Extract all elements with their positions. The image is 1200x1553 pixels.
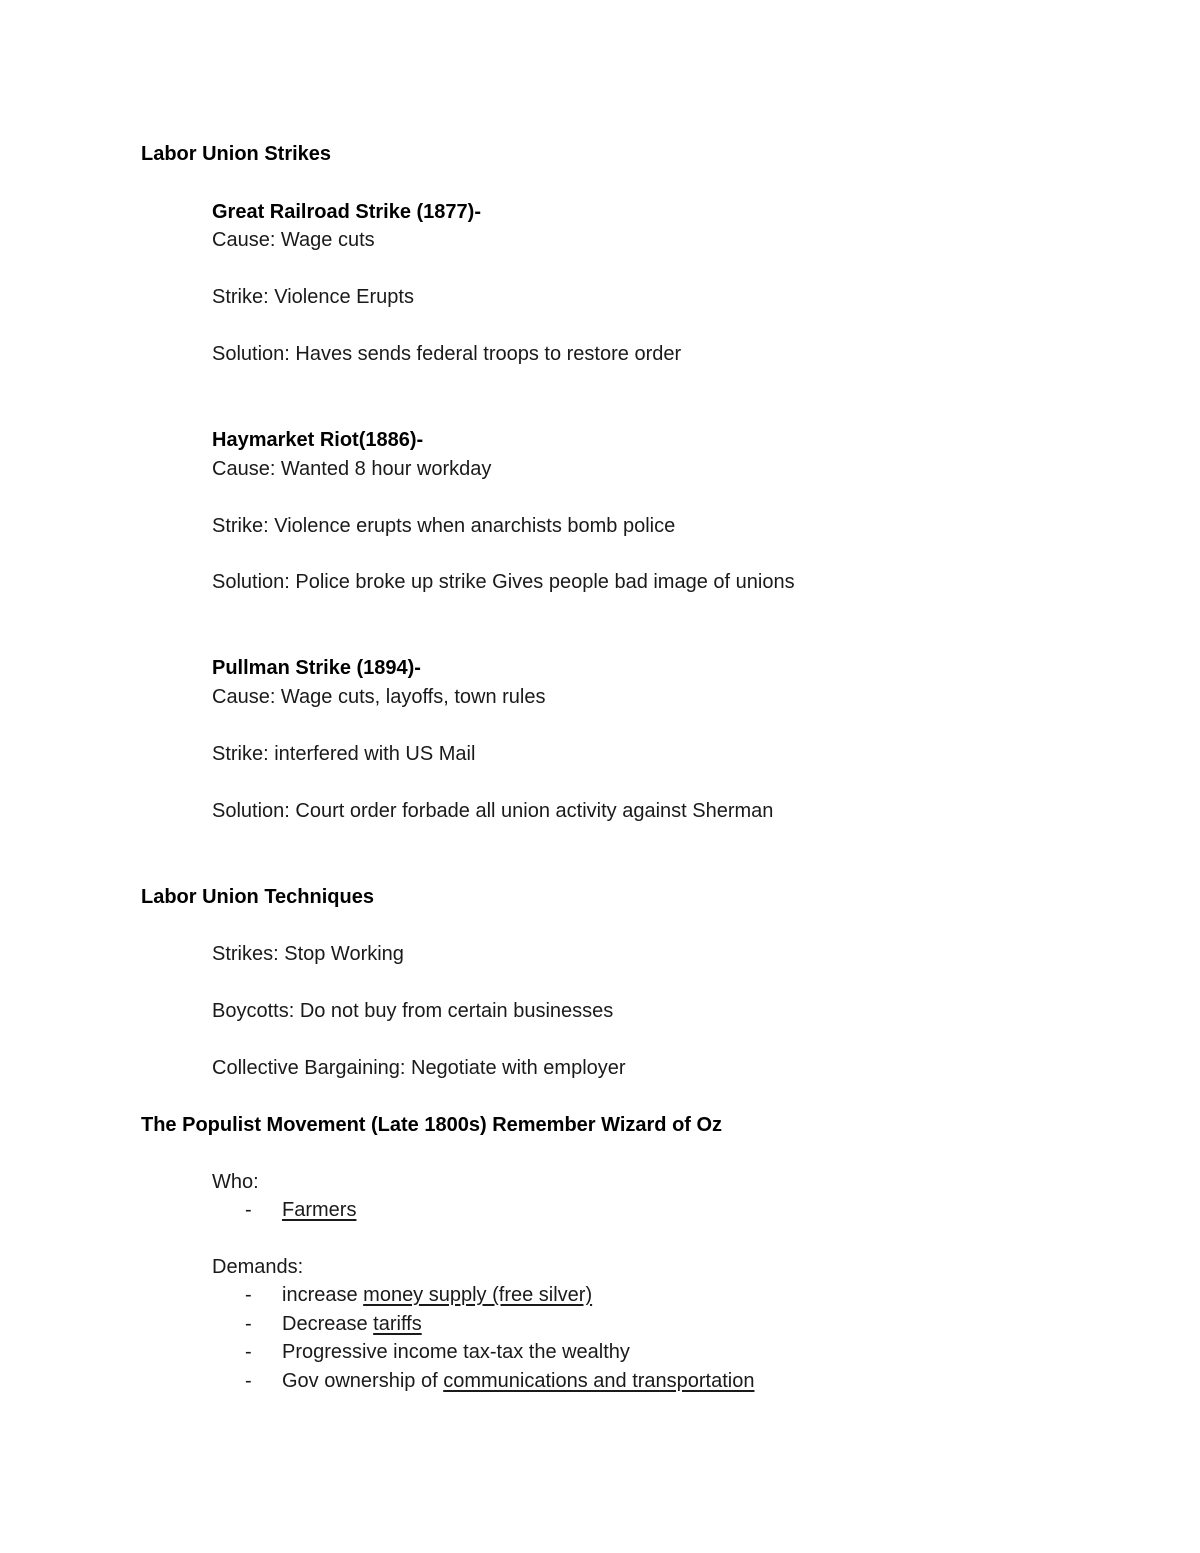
who-label: Who: [212, 1171, 259, 1193]
demand-item [282, 1369, 754, 1393]
demand-text: increase [282, 1284, 364, 1306]
technique-item: Collective Bargaining: Negotiate with employer [212, 1057, 626, 1079]
technique-item: Strikes: Stop Working [212, 943, 404, 965]
list-bullet: - [245, 1313, 252, 1335]
demand-underlined-text: tariffs [373, 1313, 422, 1335]
strike-solution: Solution: Police broke up strike Gives people bad image of unions [212, 571, 795, 593]
strike-title-pullman: Pullman Strike (1894)- [212, 657, 421, 679]
demand-item [282, 1340, 630, 1364]
strike-description: Strike: interfered with US Mail [212, 743, 476, 765]
list-bullet: - [245, 1199, 252, 1221]
strike-cause: Cause: Wage cuts, layoffs, town rules [212, 686, 546, 708]
strike-cause: Cause: Wage cuts [212, 229, 375, 251]
strike-title-great-railroad: Great Railroad Strike (1877)- [212, 201, 481, 223]
list-bullet: - [245, 1284, 252, 1306]
strike-solution: Solution: Court order forbade all union activity against Sherman [212, 800, 774, 822]
section-heading-labor-union-strikes: Labor Union Strikes [141, 143, 332, 165]
list-bullet: - [245, 1341, 252, 1363]
demand-item [282, 1312, 422, 1336]
demand-text: Gov ownership of [282, 1370, 444, 1392]
section-heading-populist-movement: The Populist Movement (Late 1800s) Remember Wizard of Oz [141, 1114, 723, 1136]
technique-item: Boycotts: Do not buy from certain businesses [212, 1000, 614, 1022]
demand-underlined-text: communications and transportation [443, 1370, 755, 1392]
who-item: Farmers [282, 1199, 357, 1221]
strike-description: Strike: Violence erupts when anarchists bomb police [212, 515, 676, 537]
strike-description: Strike: Violence Erupts [212, 286, 414, 308]
strike-title-haymarket: Haymarket Riot(1886)- [212, 429, 424, 451]
section-heading-labor-union-techniques: Labor Union Techniques [141, 886, 374, 908]
demand-underlined-text: money supply (free silver) [363, 1284, 593, 1306]
list-bullet: - [245, 1370, 252, 1392]
strike-solution: Solution: Haves sends federal troops to restore order [212, 343, 682, 365]
strike-cause: Cause: Wanted 8 hour workday [212, 458, 492, 480]
demand-text: Decrease [282, 1313, 374, 1335]
demands-label: Demands: [212, 1256, 304, 1278]
demand-text: Progressive income tax-tax the wealthy [282, 1341, 630, 1363]
demand-item [282, 1283, 592, 1307]
